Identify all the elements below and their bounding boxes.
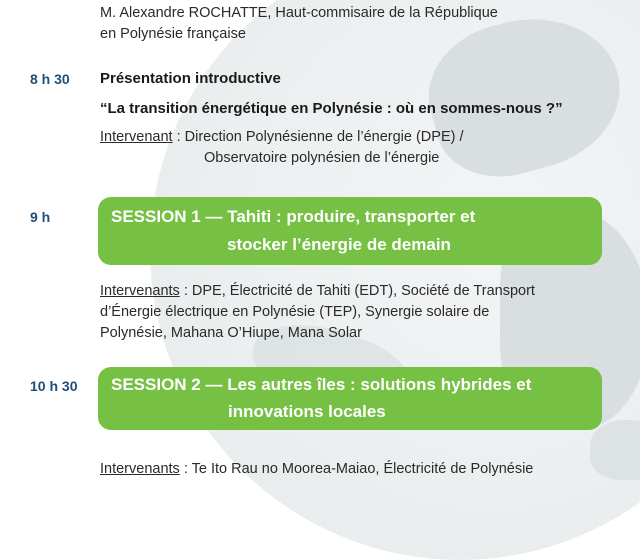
presentation-speaker-line2: Observatoire polynésien de l’énergie <box>204 150 440 166</box>
session1-title-line1: SESSION 1 — Tahiti : produire, transporter et <box>111 207 476 226</box>
speakers-text: : DPE, Électricité de Tahiti (EDT), Société de Transport <box>179 283 535 299</box>
session2-banner <box>98 367 602 430</box>
opening-speaker-line1: M. Alexandre ROCHATTE, Haut-commisaire de la République <box>100 5 498 21</box>
session1-speakers <box>100 281 535 302</box>
speaker-label: Intervenant <box>100 129 173 145</box>
session2-time: 10 h 30 <box>30 378 78 394</box>
speakers-label: Intervenants <box>100 283 180 299</box>
session1-speakers-line3: Polynésie, Mahana O’Hiupe, Mana Solar <box>100 325 362 341</box>
presentation-title: Présentation introductive <box>100 70 281 87</box>
speaker-text: : Direction Polynésienne de l’énergie (DPE) / <box>172 129 464 145</box>
opening-speaker-line2: en Polynésie française <box>100 26 246 42</box>
session1-speakers-line2: d’Énergie électrique en Polynésie (TEP), Synergie solaire de <box>100 304 490 320</box>
presentation-speaker <box>100 127 464 148</box>
session2-title-line1: SESSION 2 — Les autres îles : solutions hybrides et <box>111 375 532 394</box>
session1-title-line2: stocker l’énergie de demain <box>227 235 451 254</box>
session1-banner <box>98 197 602 265</box>
presentation-quote: “La transition énergétique en Polynésie : où en sommes-nous ?” <box>100 100 563 117</box>
speakers-text: : Te Ito Rau no Moorea-Maiao, Électricité de Polynésie <box>179 461 534 477</box>
session2-title-line2: innovations locales <box>228 402 386 421</box>
session2-speakers <box>100 459 533 480</box>
speakers-label: Intervenants <box>100 461 180 477</box>
presentation-time: 8 h 30 <box>30 71 70 87</box>
session1-time: 9 h <box>30 209 51 225</box>
